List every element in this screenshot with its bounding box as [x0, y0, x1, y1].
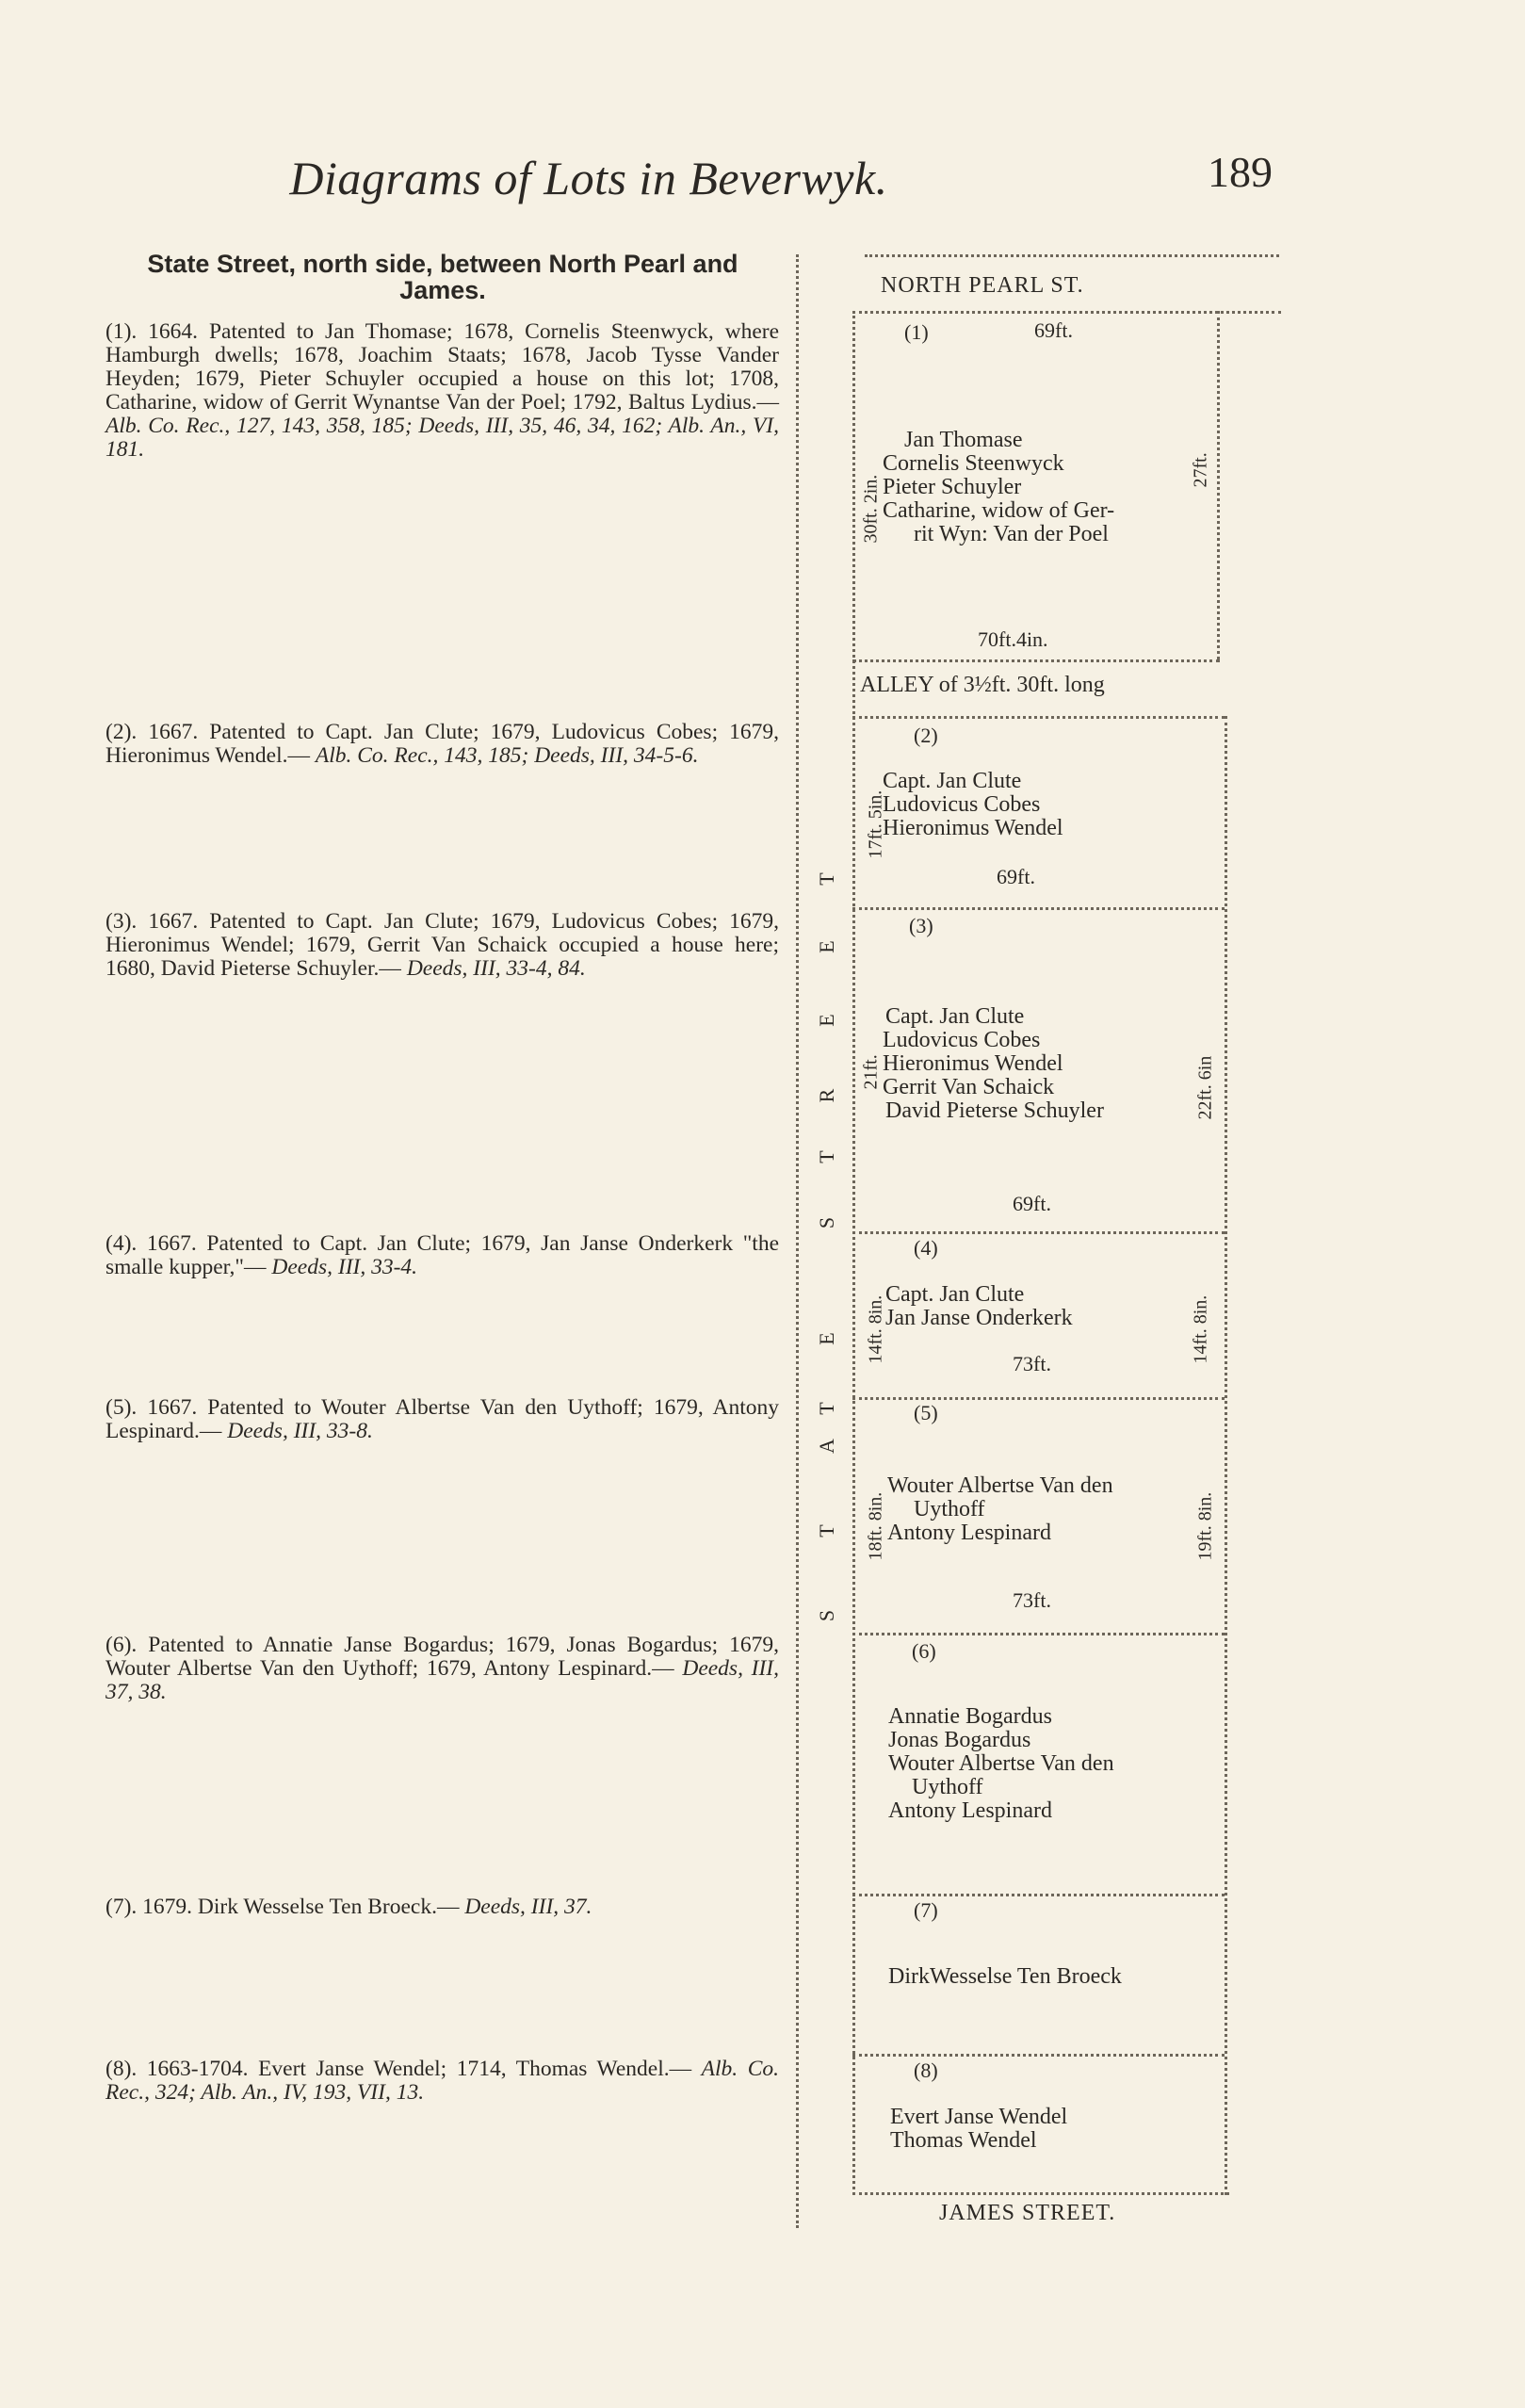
entry-1: [105, 320, 779, 462]
lot5-right-dimension: 19ft. 8in.: [1194, 1491, 1216, 1561]
street-divider-line: [796, 254, 799, 2228]
lot2-top-line: [852, 716, 1225, 719]
entry-number: (4). 1667.: [105, 1231, 197, 1256]
entry-reference: Deeds, III, 37, 38.: [105, 1656, 779, 1704]
entry-text: Patented to Capt. Jan Clute; 1679, Ludovicus Cobes; 1679, Hieronimus Wendel.—: [105, 720, 780, 768]
entry-5: [105, 1396, 779, 1443]
lot5-owner: Antony Lespinard: [887, 1521, 1051, 1545]
lot6-owner: Wouter Albertse Van den: [888, 1751, 1114, 1776]
lot-right-boundary: [1225, 716, 1227, 2195]
section-title: State Street, north side, between North Pearl and James.: [147, 250, 738, 304]
entry-text: Patented to Capt. Jan Clute; 1679, Jan Janse Onderkerk "the smalle kupper,"—: [105, 1231, 779, 1279]
entry-4: [105, 1232, 779, 1279]
running-head-title: Diagrams of Lots in Beverwyk.: [289, 152, 888, 204]
lot6-owner: Antony Lespinard: [888, 1798, 1052, 1823]
lot1-owner: Catharine, widow of Ger-: [883, 498, 1115, 523]
entry-text: Patented to Jan Thomase; 1678, Cornelis Steenwyck, where Hamburgh dwells; 1678, Joachim Staats; 1678, Jacob Tysse Vander Heyden; 1679, Pieter Schuyler occupied a house on this lot; 1708, Catharine, widow of Gerrit Wynantse Van der Poel; 1792, Baltus Lydius.—: [105, 319, 780, 415]
lot3-owner: Gerrit Van Schaick: [883, 1075, 1055, 1099]
entry-reference: Alb. Co. Rec., 324; Alb. An., IV, 193, VII, 13.: [105, 2057, 780, 2105]
north-pearl-line: [865, 254, 1279, 257]
lot3-bottom-dimension: 69ft.: [1013, 1192, 1051, 1215]
lot6-top-line: [852, 1633, 1225, 1635]
state-street-letter: R: [815, 1088, 838, 1103]
james-street-line: [852, 2192, 1229, 2195]
lot3-owner: Hieronimus Wendel: [883, 1051, 1063, 1076]
lot6-owner: Uythoff: [912, 1775, 983, 1799]
lot3-left-dimension: 21ft.: [860, 1054, 882, 1090]
lot1-number: (1): [904, 320, 929, 344]
lot3-number: (3): [909, 914, 933, 937]
entry-text: Patented to Annatie Janse Bogardus; 1679, Jonas Bogardus; 1679, Wouter Albertse Van den Uythoff; 1679, Antony Lespinard.—: [105, 1633, 780, 1681]
lot8-owner: Thomas Wendel: [890, 2128, 1037, 2153]
entry-text: Patented to Wouter Albertse Van den Uythoff; 1679, Antony Lespinard.—: [105, 1395, 780, 1443]
lot2-left-dimension: 17ft. 5in.: [865, 789, 886, 859]
lot7-number: (7): [914, 1898, 938, 1922]
lot5-left-dimension: 18ft. 8in.: [865, 1491, 886, 1561]
state-street-letter: T: [815, 1524, 838, 1538]
lot1-bottom-line: [852, 659, 1220, 662]
entry-reference: Alb. Co. Rec., 143, 185; Deeds, III, 34-5-6.: [315, 743, 699, 768]
lot-left-boundary: [852, 311, 855, 2195]
lot1-owner: Cornelis Steenwyck: [883, 451, 1064, 476]
state-street-letter: S: [815, 1609, 838, 1622]
alley-label: ALLEY of 3½ft. 30ft. long: [860, 673, 1105, 697]
entry-8: [105, 2058, 779, 2105]
state-street-letter: A: [815, 1439, 838, 1454]
lot1-owner: rit Wyn: Van der Poel: [914, 522, 1109, 546]
north-pearl-street-label: NORTH PEARL ST.: [881, 273, 1084, 298]
entry-number: (7). 1679.: [105, 1895, 193, 1919]
lot4-owner: Jan Janse Onderkerk: [885, 1306, 1073, 1330]
entry-number: (6).: [105, 1633, 138, 1657]
state-street-letter: E: [815, 940, 838, 953]
lot7-top-line: [852, 1894, 1225, 1896]
state-street-letter: E: [815, 1014, 838, 1027]
entry-2: [105, 721, 779, 768]
lot2-owner: Hieronimus Wendel: [883, 816, 1063, 840]
lot2-bottom-dimension: 69ft.: [997, 865, 1035, 888]
entry-3: [105, 910, 779, 981]
lot3-owner: Ludovicus Cobes: [883, 1028, 1041, 1052]
lot1-top-line: [852, 311, 1281, 314]
lot5-top-line: [852, 1397, 1225, 1400]
entry-6: [105, 1634, 779, 1704]
entry-7: [105, 1895, 779, 1919]
state-street-letter: S: [815, 1216, 838, 1229]
state-street-letter: E: [815, 1332, 838, 1345]
lot6-number: (6): [912, 1639, 936, 1663]
lot3-owner: David Pieterse Schuyler: [885, 1098, 1104, 1123]
lot1-right-dimension: 27ft.: [1190, 452, 1211, 488]
james-street-label: JAMES STREET.: [939, 2201, 1116, 2225]
state-street-letter: T: [815, 872, 838, 886]
entry-reference: Alb. Co. Rec., 127, 143, 358, 185; Deeds, III, 35, 46, 34, 162; Alb. An., VI, 181.: [105, 414, 779, 462]
lot6-owner: Jonas Bogardus: [888, 1728, 1031, 1752]
lot5-bottom-dimension: 73ft.: [1013, 1588, 1051, 1612]
lot7-owner: DirkWesselse Ten Broeck: [888, 1964, 1122, 1989]
lot2-owner: Capt. Jan Clute: [883, 769, 1022, 793]
lot4-right-dimension: 14ft. 8in.: [1190, 1294, 1211, 1364]
lot5-owner: Wouter Albertse Van den: [887, 1473, 1113, 1498]
lot1-owner: Pieter Schuyler: [883, 475, 1022, 499]
lot3-right-dimension: 22ft. 6in: [1194, 1055, 1216, 1120]
page-number: 189: [1208, 148, 1273, 196]
lot2-number: (2): [914, 724, 938, 747]
entry-reference: Deeds, III, 33-4, 84.: [406, 956, 586, 981]
lot1-left-dimension: 30ft. 2in.: [860, 474, 882, 544]
lot4-owner: Capt. Jan Clute: [885, 1282, 1025, 1307]
entry-number: (2). 1667.: [105, 720, 199, 744]
entry-number: (5). 1667.: [105, 1395, 198, 1420]
lot4-number: (4): [914, 1236, 938, 1260]
lot3-top-line: [852, 907, 1225, 910]
state-street-letter: T: [815, 1402, 838, 1415]
entry-text: Patented to Capt. Jan Clute; 1679, Ludovicus Cobes; 1679, Hieronimus Wendel; 1679, Gerrit Van Schaick occupied a house here; 1680, David Pieterse Schuyler.—: [105, 909, 780, 981]
lot8-owner: Evert Janse Wendel: [890, 2105, 1068, 2129]
lot1-bottom-dimension: 70ft.4in.: [978, 627, 1048, 651]
lot4-bottom-dimension: 73ft.: [1013, 1352, 1051, 1375]
lot1-right-boundary: [1217, 311, 1220, 659]
entry-number: (8). 1663-1704.: [105, 2057, 249, 2081]
lot5-owner: Uythoff: [914, 1497, 985, 1521]
entry-number: (1). 1664.: [105, 319, 199, 344]
lot4-top-line: [852, 1231, 1225, 1234]
lot1-owner: Jan Thomase: [904, 428, 1023, 452]
lot3-owner: Capt. Jan Clute: [885, 1004, 1025, 1029]
entry-reference: Deeds, III, 33-4.: [271, 1255, 418, 1279]
lot8-number: (8): [914, 2058, 938, 2082]
entry-text: Evert Janse Wendel; 1714, Thomas Wendel.—: [258, 2057, 692, 2081]
entry-text: Dirk Wesselse Ten Broeck.—: [197, 1895, 460, 1919]
entry-number: (3). 1667.: [105, 909, 199, 934]
entry-reference: Deeds, III, 37.: [464, 1895, 592, 1919]
lot5-number: (5): [914, 1401, 938, 1424]
lot1-top-dimension: 69ft.: [1034, 318, 1073, 342]
lot8-top-line: [852, 2054, 1225, 2057]
entry-reference: Deeds, III, 33-8.: [227, 1419, 373, 1443]
state-street-letter: T: [815, 1150, 838, 1163]
lot6-owner: Annatie Bogardus: [888, 1704, 1052, 1729]
lot2-owner: Ludovicus Cobes: [883, 792, 1041, 817]
lot4-left-dimension: 14ft. 8in.: [865, 1294, 886, 1364]
